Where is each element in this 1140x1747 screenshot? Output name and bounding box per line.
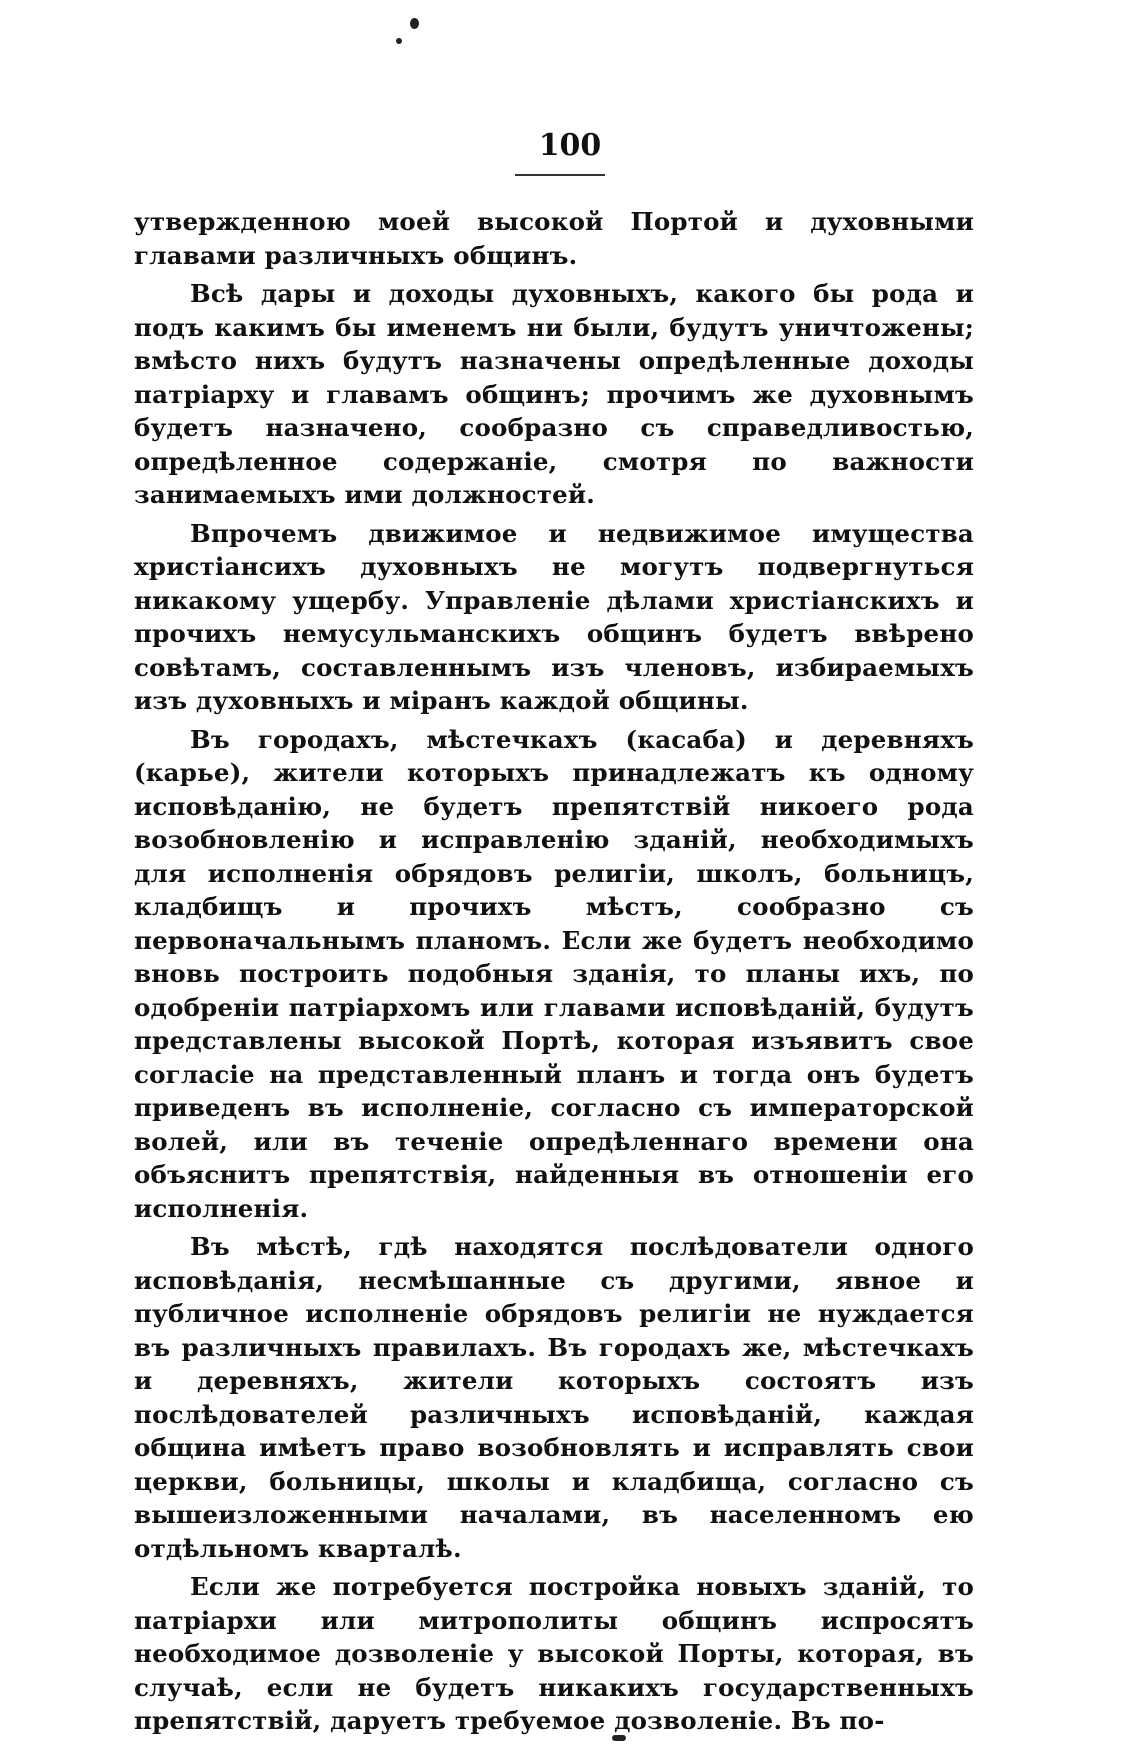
- page-number: 100: [538, 128, 602, 163]
- ink-speck: [396, 38, 402, 44]
- ink-speck: [612, 1735, 626, 1741]
- paragraph: Всѣ дары и доходы духовныхъ, какого бы рода и подъ какимъ бы именемъ ни были, будутъ уничтожены; вмѣсто нихъ будутъ назначены опредѣленные доходы патріарху и главамъ общинъ; прочимъ же духовнымъ будетъ назначено, сообразно съ справедливостью, опредѣленное содержаніе, смотря по важности занимаемыхъ ими должностей.: [134, 279, 974, 509]
- paragraph: Впрочемъ движимое и недвижимое имущества христіансихъ духовныхъ не могутъ подвергнуться никакому ущербу. Управленіе дѣлами христіанскихъ и прочихъ немусульманскихъ общинъ будетъ ввѣрено совѣтамъ, составленнымъ изъ членовъ, избираемыхъ изъ духовныхъ и міранъ каждой общины.: [134, 518, 974, 715]
- paragraph: Въ городахъ, мѣстечкахъ (касаба) и деревняхъ (карье), жители которыхъ принадлежатъ къ одному исповѣданію, не будетъ препятствій никоего рода возобновленію и исправленію зданій, необходимыхъ для исполненія обрядовъ религіи, школъ, больницъ, кладбищъ и прочихъ мѣстъ, сообразно съ первоначальнымъ планомъ. Если же будетъ необходимо вновь построить подобныя зданія, то планы ихъ, по одобреніи патріархомъ или главами исповѣданій, будутъ представлены высокой Портѣ, которая изъявитъ свое согласіе на представленный планъ и тогда онъ будетъ приведенъ въ исполненіе, согласно съ императорской волей, или въ теченіе опредѣленнаго времени она объяснитъ препятствія, найденныя въ отношеніи его исполненія.: [134, 724, 974, 1223]
- body-text: [134, 205, 974, 1743]
- ink-speck: [410, 18, 419, 29]
- paragraph: Если же потребуется постройка новыхъ зданій, то патріархи или митрополиты общинъ испросятъ необходимое дозволеніе у высокой Порты, которая, въ случаѣ, если не будетъ никакихъ государственныхъ препятствій, даруетъ требуемое дозволеніе. Въ по-: [134, 1572, 974, 1735]
- page-number-underline: [515, 174, 605, 176]
- paragraph: Въ мѣстѣ, гдѣ находятся послѣдователи одного исповѣданія, несмѣшанные съ другими, явное и публичное исполненіе обрядовъ религіи не нуждается въ различныхъ правилахъ. Въ городахъ же, мѣстечкахъ и деревняхъ, жители которыхъ состоятъ изъ послѣдователей различныхъ исповѣданій, каждая община имѣетъ право возобновлять и исправлять свои церкви, больницы, школы и кладбища, согласно съ вышеизложенными началами, въ населенномъ ею отдѣльномъ кварталѣ.: [134, 1232, 974, 1563]
- paragraph: утвержденною моей высокой Портой и духовными главами различныхъ общинъ.: [134, 207, 974, 270]
